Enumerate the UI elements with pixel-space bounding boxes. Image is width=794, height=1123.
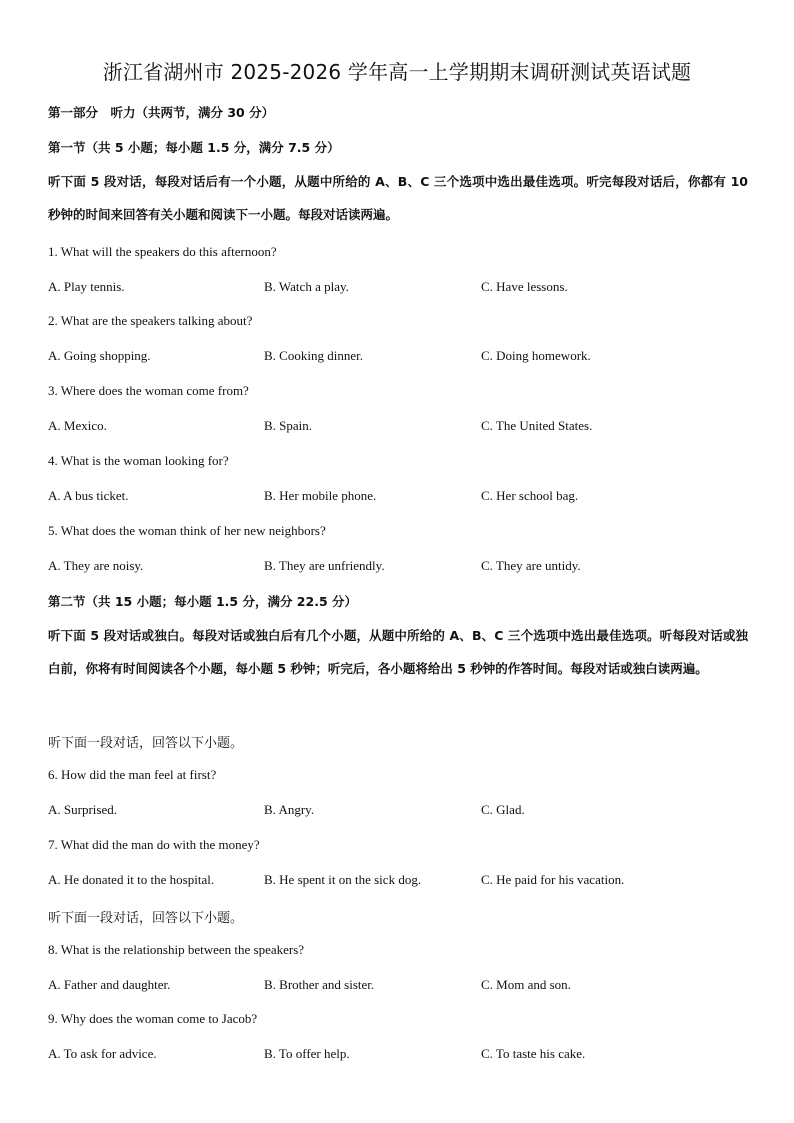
q7-option-a: A. He donated it to the hospital. xyxy=(48,872,215,887)
q1-option-a: A. Play tennis. xyxy=(48,279,125,294)
q4-option-b: B. Her mobile phone. xyxy=(264,488,377,503)
q2-option-b: B. Cooking dinner. xyxy=(264,348,363,363)
part1-heading: 第一部分 听力（共两节，满分 30 分） xyxy=(48,105,275,120)
section1-heading: 第一节（共 5 小题；每小题 1.5 分，满分 7.5 分） xyxy=(48,140,340,155)
listen-prompt-1: 听下面一段对话，回答以下小题。 xyxy=(48,736,244,751)
q1-option-b: B. Watch a play. xyxy=(264,279,349,294)
question-8: 8. What is the relationship between the speakers? xyxy=(48,942,305,957)
q9-option-a: A. To ask for advice. xyxy=(48,1046,157,1061)
q2-option-c: C. Doing homework. xyxy=(481,348,591,363)
q2-option-a: A. Going shopping. xyxy=(48,348,151,363)
q1-option-c: C. Have lessons. xyxy=(481,279,568,294)
q3-option-b: B. Spain. xyxy=(264,418,313,433)
section1-instructions: 听下面 5 段对话，每段对话后有一个小题，从题中所给的 A、B、C 三个选项中选出最佳选项。听完每段对话后，你都有 10 秒钟的时间来回答有关小题和阅读下一小题。每段对话读两遍。 xyxy=(48,174,748,222)
question-7: 7. What did the man do with the money? xyxy=(48,837,260,852)
q6-option-a: A. Surprised. xyxy=(48,802,117,817)
q6-option-b: B. Angry. xyxy=(264,802,315,817)
q3-option-c: C. The United States. xyxy=(481,418,593,433)
page-title: 浙江省湖州市 2025-2026 学年高一上学期期末调研测试英语试题 xyxy=(102,60,692,84)
q3-option-a: A. Mexico. xyxy=(48,418,107,433)
q9-option-b: B. To offer help. xyxy=(264,1046,350,1061)
q7-option-b: B. He spent it on the sick dog. xyxy=(264,872,422,887)
question-3: 3. Where does the woman come from? xyxy=(48,383,249,398)
question-1: 1. What will the speakers do this afternoon? xyxy=(48,244,277,259)
question-5: 5. What does the woman think of her new neighbors? xyxy=(48,523,326,538)
listen-prompt-2: 听下面一段对话，回答以下小题。 xyxy=(48,911,244,926)
section2-heading: 第二节（共 15 小题；每小题 1.5 分，满分 22.5 分） xyxy=(48,594,357,609)
q8-option-b: B. Brother and sister. xyxy=(264,977,375,992)
question-4: 4. What is the woman looking for? xyxy=(48,453,229,468)
section2-instructions: 听下面 5 段对话或独白。每段对话或独白后有几个小题，从题中所给的 A、B、C 三个选项中选出最佳选项。听每段对话或独白前，你将有时间阅读各个小题，每小题 5 秒钟；听完后，各小题将给出 5 秒钟的作答时间。每段对话或独白读两遍。 xyxy=(48,628,748,676)
q8-option-c: C. Mom and son. xyxy=(481,977,571,992)
q5-option-b: B. They are unfriendly. xyxy=(264,558,385,573)
q5-option-c: C. They are untidy. xyxy=(481,558,581,573)
q4-option-c: C. Her school bag. xyxy=(481,488,579,503)
q7-option-c: C. He paid for his vacation. xyxy=(481,872,625,887)
q5-option-a: A. They are noisy. xyxy=(48,558,144,573)
q4-option-a: A. A bus ticket. xyxy=(48,488,129,503)
q9-option-c: C. To taste his cake. xyxy=(481,1046,586,1061)
question-9: 9. Why does the woman come to Jacob? xyxy=(48,1011,258,1026)
question-6: 6. How did the man feel at first? xyxy=(48,767,217,782)
question-2: 2. What are the speakers talking about? xyxy=(48,313,253,328)
q8-option-a: A. Father and daughter. xyxy=(48,977,171,992)
q6-option-c: C. Glad. xyxy=(481,802,525,817)
